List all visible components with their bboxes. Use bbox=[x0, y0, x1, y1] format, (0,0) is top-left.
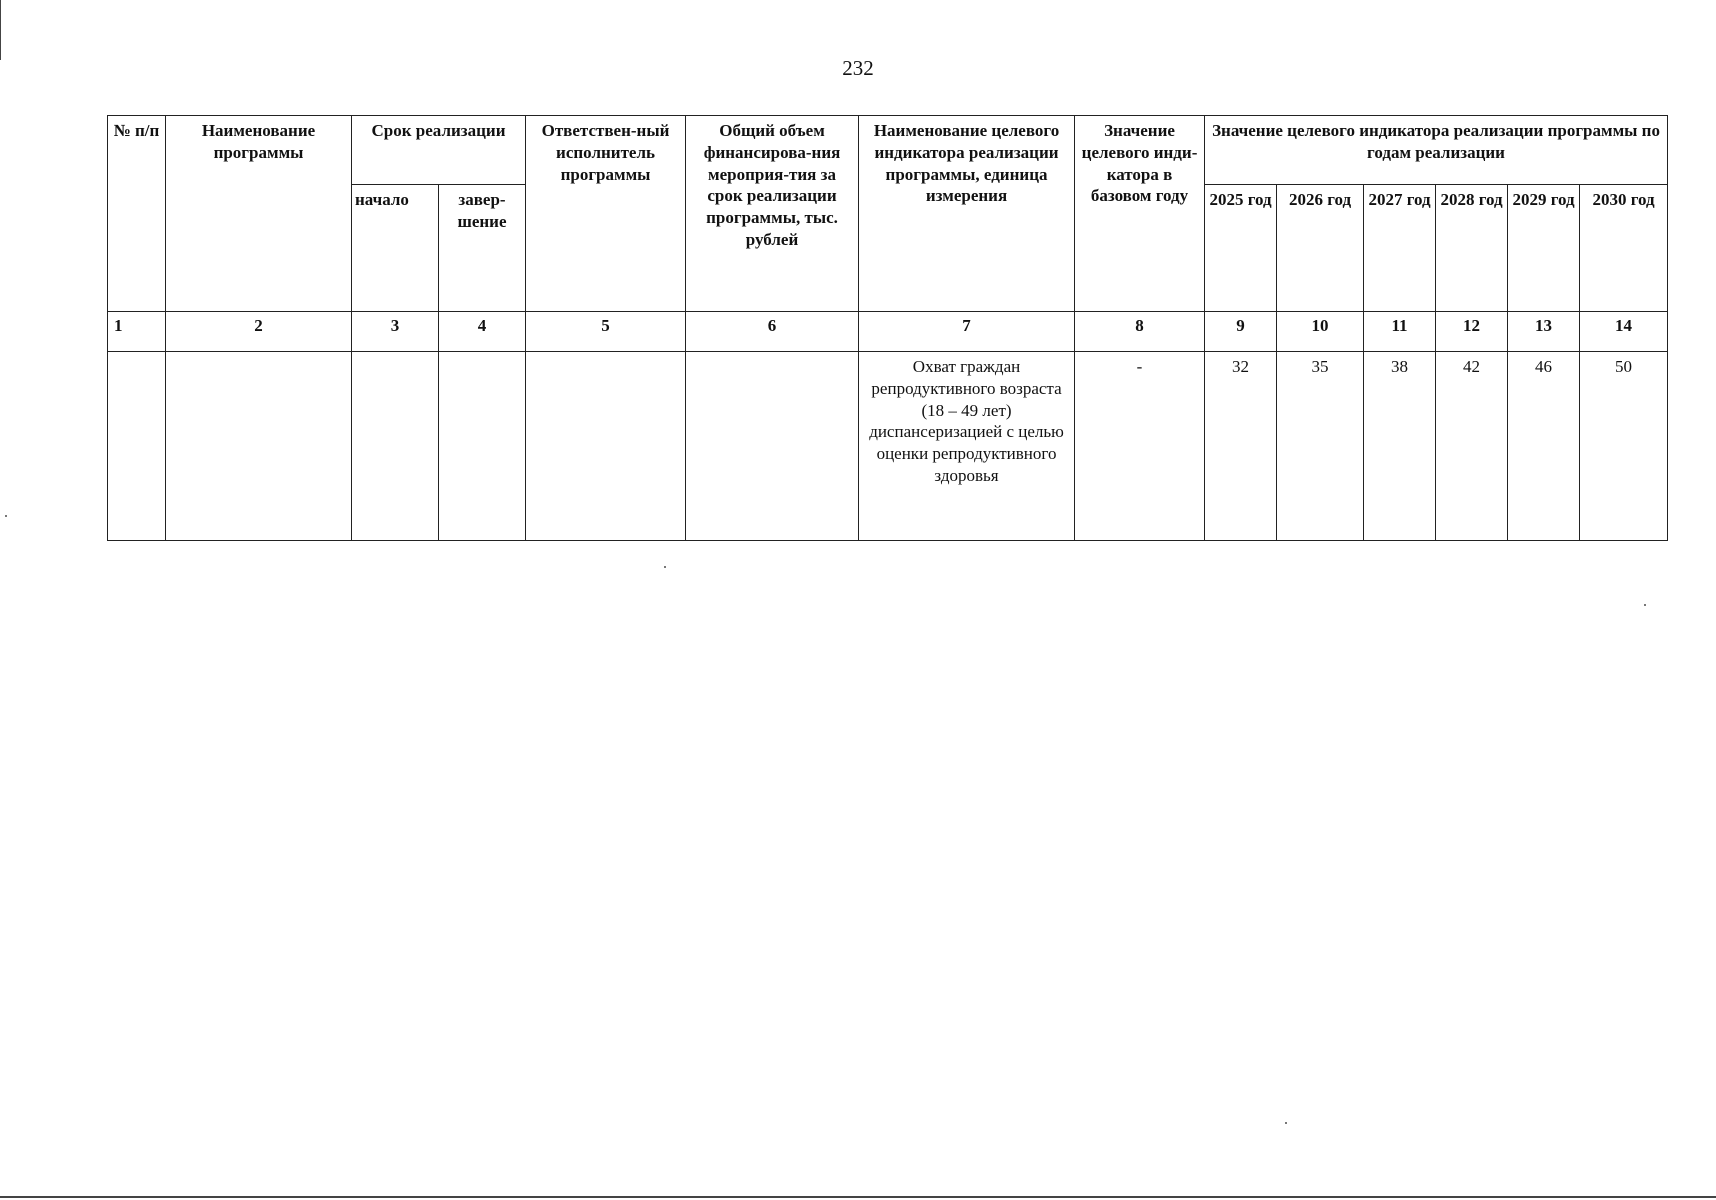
scan-speck bbox=[1644, 604, 1646, 606]
cell-funding bbox=[686, 352, 859, 541]
cell-base-value: - bbox=[1075, 352, 1205, 541]
column-number: 3 bbox=[352, 312, 439, 352]
header-indicator-name: Наименование целевого индикатора реализации программы, единица измерения bbox=[859, 116, 1075, 312]
cell-term-end bbox=[439, 352, 526, 541]
header-year-2028: 2028 год bbox=[1436, 185, 1508, 312]
cell-no bbox=[108, 352, 166, 541]
column-number: 7 bbox=[859, 312, 1075, 352]
scan-edge-left bbox=[0, 0, 1, 60]
column-number: 12 bbox=[1436, 312, 1508, 352]
header-year-2026: 2026 год bbox=[1277, 185, 1364, 312]
header-term: Срок реализации bbox=[352, 116, 526, 185]
header-row-top bbox=[108, 116, 1668, 185]
cell-year-2025: 32 bbox=[1205, 352, 1277, 541]
column-number: 13 bbox=[1508, 312, 1580, 352]
header-no: № п/п bbox=[108, 116, 166, 312]
scan-speck bbox=[664, 566, 666, 568]
header-base-value: Значение целевого инди-катора в базовом году bbox=[1075, 116, 1205, 312]
column-number: 11 bbox=[1364, 312, 1436, 352]
page-number: 232 bbox=[842, 56, 874, 80]
column-number: 2 bbox=[166, 312, 352, 352]
scan-speck bbox=[1285, 1122, 1287, 1124]
header-term-start: начало bbox=[352, 185, 439, 312]
cell-year-2028: 42 bbox=[1436, 352, 1508, 541]
cell-year-2026: 35 bbox=[1277, 352, 1364, 541]
column-number: 1 bbox=[108, 312, 166, 352]
column-number: 4 bbox=[439, 312, 526, 352]
indicator-table bbox=[107, 115, 1668, 541]
table-row bbox=[108, 352, 1668, 541]
cell-term-start bbox=[352, 352, 439, 541]
scan-speck bbox=[5, 515, 7, 517]
cell-responsible bbox=[526, 352, 686, 541]
scan-edge-bottom bbox=[0, 1196, 1716, 1198]
cell-indicator-name: Охват граждан репродуктивного возраста (18 – 49 лет) диспансеризацией с целью оценки репродуктивного здоровья bbox=[859, 352, 1075, 541]
column-number: 14 bbox=[1580, 312, 1668, 352]
header-funding: Общий объем финансирова-ния мероприя-тия за срок реализации программы, тыс. рублей bbox=[686, 116, 859, 312]
column-number: 5 bbox=[526, 312, 686, 352]
cell-program-name bbox=[166, 352, 352, 541]
column-number: 10 bbox=[1277, 312, 1364, 352]
header-year-2029: 2029 год bbox=[1508, 185, 1580, 312]
column-number: 6 bbox=[686, 312, 859, 352]
column-number: 9 bbox=[1205, 312, 1277, 352]
header-responsible: Ответствен-ный исполнитель программы bbox=[526, 116, 686, 312]
column-number: 8 bbox=[1075, 312, 1205, 352]
column-number-row bbox=[108, 312, 1668, 352]
cell-year-2029: 46 bbox=[1508, 352, 1580, 541]
header-year-2025: 2025 год bbox=[1205, 185, 1277, 312]
header-year-2030: 2030 год bbox=[1580, 185, 1668, 312]
header-term-end: завер-шение bbox=[439, 185, 526, 312]
header-program-name: Наименование программы bbox=[166, 116, 352, 312]
cell-year-2030: 50 bbox=[1580, 352, 1668, 541]
header-by-year: Значение целевого индикатора реализации программы по годам реализации bbox=[1205, 116, 1668, 185]
cell-year-2027: 38 bbox=[1364, 352, 1436, 541]
header-year-2027: 2027 год bbox=[1364, 185, 1436, 312]
